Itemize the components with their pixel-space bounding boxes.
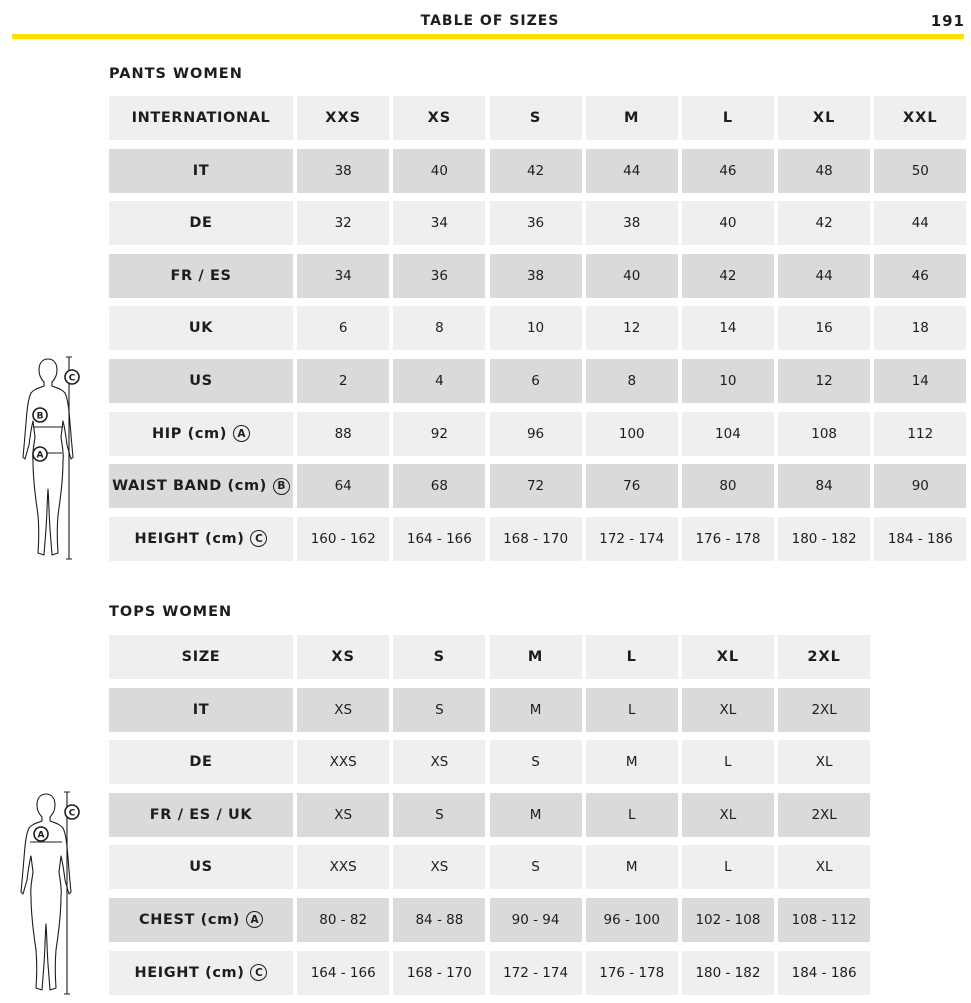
row-label: DE bbox=[189, 215, 213, 232]
page-title: TABLE OF SIZES bbox=[420, 13, 560, 29]
row-header-cell bbox=[109, 517, 293, 561]
table-cell: 36 bbox=[393, 254, 485, 298]
table-cell: 12 bbox=[586, 306, 678, 350]
table-cell: 160 - 162 bbox=[297, 517, 389, 561]
table-cell: 176 - 178 bbox=[682, 517, 774, 561]
table-cell: 164 - 166 bbox=[393, 517, 485, 561]
table-cell: S bbox=[393, 688, 485, 732]
table-cell: L bbox=[586, 688, 678, 732]
table-cell: XL bbox=[778, 96, 870, 140]
table-cell: 34 bbox=[297, 254, 389, 298]
table-cell: 172 - 174 bbox=[586, 517, 678, 561]
row-header-cell bbox=[109, 201, 293, 245]
row-header-cell bbox=[109, 464, 293, 508]
table-row bbox=[109, 898, 874, 942]
measure-badge-icon: A bbox=[246, 911, 263, 928]
table-cell: XS bbox=[297, 635, 389, 679]
table-cell: S bbox=[490, 740, 582, 784]
table-cell: M bbox=[490, 793, 582, 837]
table-cell: 168 - 170 bbox=[393, 951, 485, 995]
table-cell: 42 bbox=[778, 201, 870, 245]
row-label: HIP (cm) bbox=[152, 425, 227, 442]
row-label: FR / ES bbox=[170, 267, 232, 284]
table-cell: 44 bbox=[778, 254, 870, 298]
table-cell: 76 bbox=[586, 464, 678, 508]
table-cell: 16 bbox=[778, 306, 870, 350]
row-header-cell bbox=[109, 412, 293, 456]
table-cell: S bbox=[490, 845, 582, 889]
row-label: CHEST (cm) bbox=[138, 911, 241, 928]
table-cell: 4 bbox=[393, 359, 485, 403]
tops-women-title: TOPS WOMEN bbox=[109, 604, 233, 620]
row-label: IT bbox=[192, 701, 210, 718]
table-cell: M bbox=[586, 845, 678, 889]
table-cell: L bbox=[682, 845, 774, 889]
table-cell: 102 - 108 bbox=[682, 898, 774, 942]
table-cell: 6 bbox=[490, 359, 582, 403]
table-row bbox=[109, 149, 971, 193]
table-row bbox=[109, 201, 971, 245]
table-row bbox=[109, 96, 971, 140]
page-header bbox=[0, 0, 971, 40]
table-cell: XS bbox=[393, 740, 485, 784]
table-cell: XS bbox=[297, 688, 389, 732]
table-cell: 90 - 94 bbox=[490, 898, 582, 942]
table-cell: 84 bbox=[778, 464, 870, 508]
table-cell: 2XL bbox=[778, 635, 870, 679]
table-cell: 84 - 88 bbox=[393, 898, 485, 942]
table-cell: 176 - 178 bbox=[586, 951, 678, 995]
table-row bbox=[109, 688, 874, 732]
table-cell: 14 bbox=[874, 359, 966, 403]
pants-figure-marker-a: A bbox=[36, 450, 44, 461]
table-row bbox=[109, 845, 874, 889]
table-cell: 46 bbox=[682, 149, 774, 193]
row-header-cell bbox=[109, 898, 293, 942]
row-label: HEIGHT (cm) bbox=[134, 530, 245, 547]
table-cell: 40 bbox=[393, 149, 485, 193]
table-cell: 104 bbox=[682, 412, 774, 456]
row-label: IT bbox=[192, 162, 210, 179]
row-header-cell bbox=[109, 635, 293, 679]
row-label: US bbox=[189, 372, 213, 389]
table-cell: 88 bbox=[297, 412, 389, 456]
header-yellow-rule bbox=[12, 34, 964, 39]
row-label: DE bbox=[189, 754, 213, 771]
table-cell: XL bbox=[778, 740, 870, 784]
table-cell: 72 bbox=[490, 464, 582, 508]
table-cell: 12 bbox=[778, 359, 870, 403]
table-row bbox=[109, 740, 874, 784]
row-header-cell bbox=[109, 845, 293, 889]
table-row bbox=[109, 517, 971, 561]
table-cell: 172 - 174 bbox=[490, 951, 582, 995]
table-cell: XS bbox=[393, 845, 485, 889]
table-cell: 180 - 182 bbox=[778, 517, 870, 561]
row-header-cell bbox=[109, 149, 293, 193]
table-cell: 48 bbox=[778, 149, 870, 193]
table-cell: M bbox=[586, 96, 678, 140]
table-cell: XXS bbox=[297, 845, 389, 889]
table-cell: 8 bbox=[393, 306, 485, 350]
table-cell: 64 bbox=[297, 464, 389, 508]
table-cell: 108 - 112 bbox=[778, 898, 870, 942]
measure-badge-icon: C bbox=[250, 964, 267, 981]
row-label: US bbox=[189, 859, 213, 876]
row-header-cell bbox=[109, 740, 293, 784]
row-label: INTERNATIONAL bbox=[131, 110, 271, 126]
row-header-cell bbox=[109, 96, 293, 140]
measure-badge-icon: B bbox=[273, 478, 290, 495]
table-cell: S bbox=[393, 793, 485, 837]
table-cell: 10 bbox=[682, 359, 774, 403]
table-cell: 80 bbox=[682, 464, 774, 508]
table-cell: 42 bbox=[682, 254, 774, 298]
table-row bbox=[109, 464, 971, 508]
table-cell: 8 bbox=[586, 359, 678, 403]
tops-women-size-table bbox=[109, 635, 874, 1003]
row-header-cell bbox=[109, 688, 293, 732]
table-cell: XL bbox=[682, 688, 774, 732]
table-cell: 32 bbox=[297, 201, 389, 245]
table-row bbox=[109, 951, 874, 995]
table-row bbox=[109, 254, 971, 298]
table-cell: 96 - 100 bbox=[586, 898, 678, 942]
pants-body-figure-icon bbox=[12, 355, 84, 563]
measure-badge-icon: A bbox=[233, 425, 250, 442]
table-cell: 50 bbox=[874, 149, 966, 193]
table-cell: 96 bbox=[490, 412, 582, 456]
table-cell: XXS bbox=[297, 740, 389, 784]
table-cell: 42 bbox=[490, 149, 582, 193]
table-cell: L bbox=[682, 96, 774, 140]
table-cell: 68 bbox=[393, 464, 485, 508]
table-cell: 10 bbox=[490, 306, 582, 350]
table-cell: M bbox=[490, 688, 582, 732]
table-cell: 90 bbox=[874, 464, 966, 508]
table-cell: 2XL bbox=[778, 793, 870, 837]
table-cell: 36 bbox=[490, 201, 582, 245]
table-row bbox=[109, 306, 971, 350]
table-cell: 168 - 170 bbox=[490, 517, 582, 561]
page-number: 191 bbox=[930, 12, 965, 30]
row-label: HEIGHT (cm) bbox=[134, 964, 245, 981]
table-row bbox=[109, 359, 971, 403]
row-header-cell bbox=[109, 254, 293, 298]
row-label: UK bbox=[188, 320, 214, 337]
table-cell: XS bbox=[297, 793, 389, 837]
pants-women-title: PANTS WOMEN bbox=[109, 66, 243, 82]
table-row bbox=[109, 793, 874, 837]
table-cell: 2XL bbox=[778, 688, 870, 732]
table-cell: 164 - 166 bbox=[297, 951, 389, 995]
table-cell: L bbox=[586, 635, 678, 679]
table-cell: 44 bbox=[874, 201, 966, 245]
row-label: SIZE bbox=[181, 649, 221, 665]
table-cell: XL bbox=[682, 793, 774, 837]
table-cell: 100 bbox=[586, 412, 678, 456]
row-header-cell bbox=[109, 306, 293, 350]
table-cell: L bbox=[586, 793, 678, 837]
table-cell: 46 bbox=[874, 254, 966, 298]
table-cell: 18 bbox=[874, 306, 966, 350]
table-cell: XXS bbox=[297, 96, 389, 140]
row-label: WAIST BAND (cm) bbox=[112, 478, 267, 495]
table-cell: 38 bbox=[490, 254, 582, 298]
table-cell: XS bbox=[393, 96, 485, 140]
pants-figure-marker-b: B bbox=[36, 411, 44, 422]
table-cell: XL bbox=[682, 635, 774, 679]
table-cell: 38 bbox=[297, 149, 389, 193]
table-cell: S bbox=[490, 96, 582, 140]
table-row bbox=[109, 635, 874, 679]
table-cell: 92 bbox=[393, 412, 485, 456]
table-cell: XXL bbox=[874, 96, 966, 140]
table-cell: 40 bbox=[586, 254, 678, 298]
pants-women-size-table bbox=[109, 96, 971, 569]
table-cell: S bbox=[393, 635, 485, 679]
table-cell: M bbox=[586, 740, 678, 784]
tops-body-figure-icon bbox=[10, 790, 84, 998]
table-cell: 80 - 82 bbox=[297, 898, 389, 942]
tops-figure-marker-a: A bbox=[37, 830, 45, 841]
row-label: FR / ES / UK bbox=[149, 806, 253, 823]
pants-figure-marker-c: C bbox=[68, 373, 76, 384]
table-cell: 38 bbox=[586, 201, 678, 245]
row-header-cell bbox=[109, 359, 293, 403]
table-cell: XL bbox=[778, 845, 870, 889]
table-cell: 2 bbox=[297, 359, 389, 403]
tops-figure-marker-c: C bbox=[68, 808, 76, 819]
table-cell: 112 bbox=[874, 412, 966, 456]
table-cell: 184 - 186 bbox=[874, 517, 966, 561]
table-cell: 184 - 186 bbox=[778, 951, 870, 995]
table-cell: 14 bbox=[682, 306, 774, 350]
table-cell: 34 bbox=[393, 201, 485, 245]
table-cell: 108 bbox=[778, 412, 870, 456]
table-cell: 6 bbox=[297, 306, 389, 350]
table-cell: L bbox=[682, 740, 774, 784]
table-cell: M bbox=[490, 635, 582, 679]
row-header-cell bbox=[109, 793, 293, 837]
measure-badge-icon: C bbox=[250, 530, 267, 547]
table-cell: 180 - 182 bbox=[682, 951, 774, 995]
table-cell: 44 bbox=[586, 149, 678, 193]
row-header-cell bbox=[109, 951, 293, 995]
table-row bbox=[109, 412, 971, 456]
table-cell: 40 bbox=[682, 201, 774, 245]
